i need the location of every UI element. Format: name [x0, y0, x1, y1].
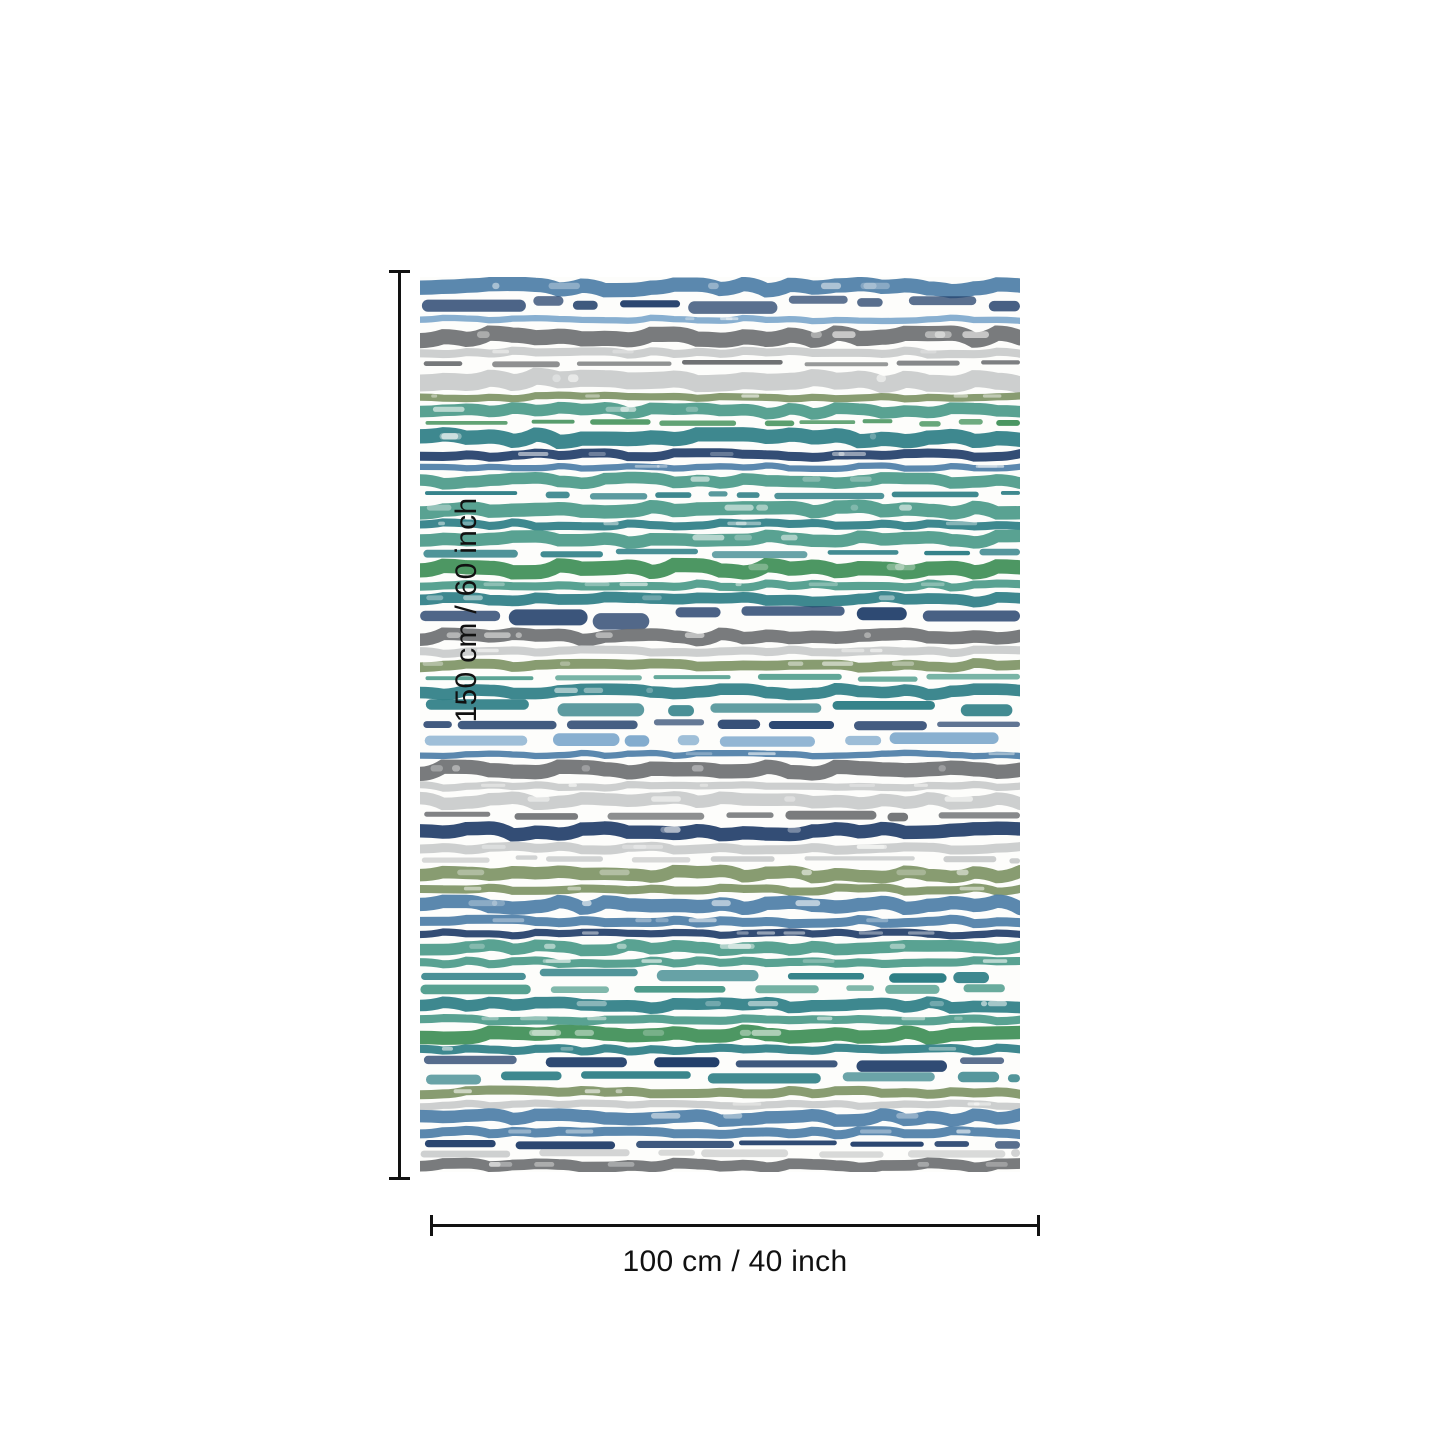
width-cap-right [1037, 1215, 1040, 1236]
width-dimension-line [430, 1215, 1040, 1235]
height-shaft [398, 270, 401, 1180]
width-shaft [430, 1224, 1040, 1227]
product-image [420, 277, 1020, 1172]
rug-stripe-pattern [420, 277, 1020, 1172]
height-cap-bottom [389, 1177, 410, 1180]
width-label: 100 cm / 40 inch [622, 1245, 848, 1278]
height-dimension-line [389, 270, 409, 1180]
height-label: 150 cm / 60 inch [450, 497, 483, 723]
